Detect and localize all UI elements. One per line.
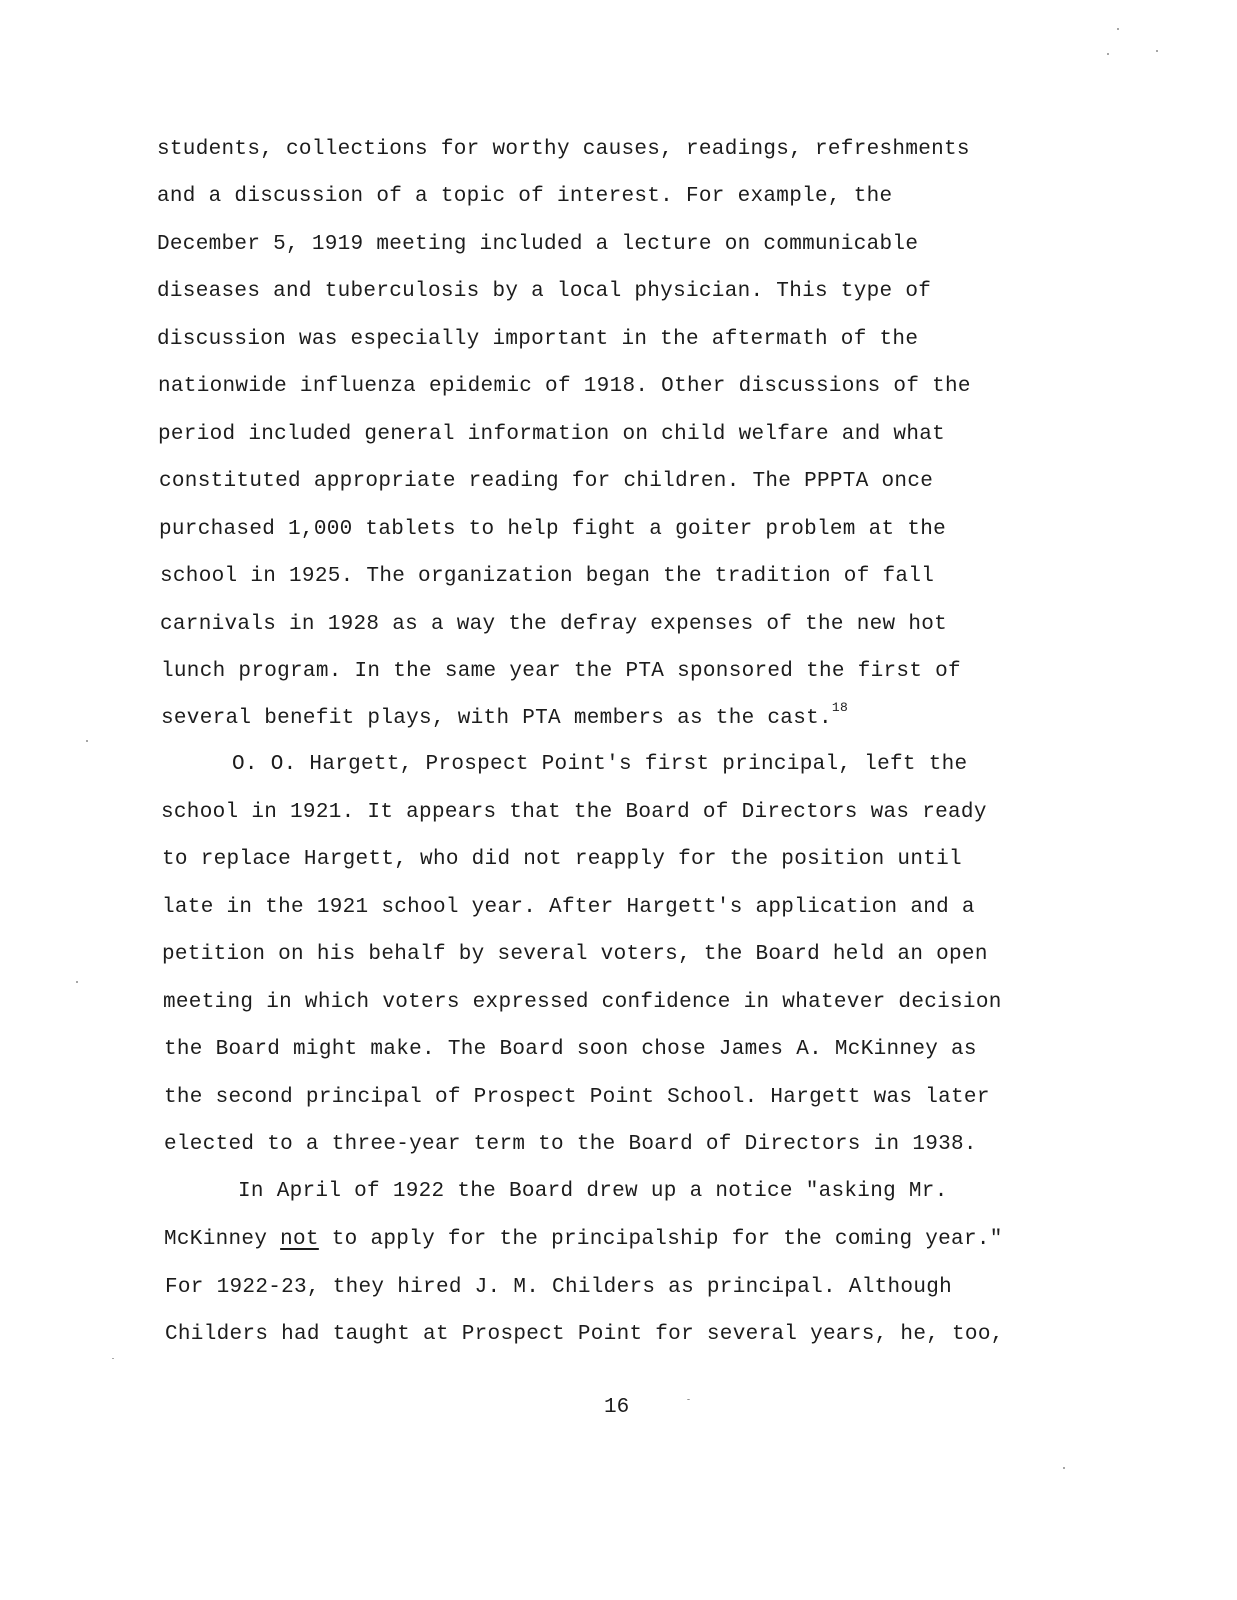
text-line-4: diseases and tuberculosis by a local physician. This type of [157, 280, 932, 303]
scan-speck [86, 740, 88, 742]
text-line-15: school in 1921. It appears that the Board of Directors was ready [161, 801, 987, 824]
text-line-20: the Board might make. The Board soon chose James A. McKinney as [164, 1038, 977, 1061]
scan-speck [687, 1399, 690, 1400]
text-line-19: meeting in which voters expressed confidence in whatever decision [163, 991, 1002, 1014]
underlined-not: not [280, 1228, 319, 1251]
text-line-22: elected to a three-year term to the Board of Directors in 1938. [164, 1133, 977, 1156]
text-line-26: Childers had taught at Prospect Point for several years, he, too, [165, 1323, 1004, 1346]
text-line-21: the second principal of Prospect Point School. Hargett was later [164, 1086, 990, 1109]
text-line-1: students, collections for worthy causes, readings, refreshments [157, 138, 970, 161]
text-line-18: petition on his behalf by several voters, the Board held an open [162, 943, 988, 966]
text-line-13-body: several benefit plays, with PTA members as the cast. [161, 707, 832, 730]
text-line-7: period included general information on child welfare and what [158, 423, 946, 446]
text-line-24-prefix: McKinney [164, 1228, 281, 1251]
scan-speck [1156, 50, 1158, 52]
text-line-10: school in 1925. The organization began the tradition of fall [160, 565, 935, 588]
text-line-23: In April of 1922 the Board drew up a notice "asking Mr. [238, 1180, 948, 1203]
text-line-11: carnivals in 1928 as a way the defray expenses of the new hot [160, 613, 948, 636]
text-line-3: December 5, 1919 meeting included a lecture on communicable [157, 233, 919, 256]
text-line-17: late in the 1921 school year. After Hargett's application and a [162, 896, 975, 919]
text-line-13 [161, 700, 849, 730]
scan-speck [1107, 53, 1109, 55]
text-line-14: O. O. Hargett, Prospect Point's first principal, left the [232, 753, 968, 776]
page-number: 16 [604, 1396, 630, 1419]
text-line-2: and a discussion of a topic of interest. For example, the [157, 185, 893, 208]
scan-speck [1117, 28, 1119, 30]
text-line-25: For 1922-23, they hired J. M. Childers as principal. Although [165, 1276, 953, 1299]
text-line-6: nationwide influenza epidemic of 1918. Other discussions of the [158, 375, 971, 398]
text-line-24-body: to apply for the principalship for the coming year." [331, 1228, 1003, 1251]
text-line-24 [164, 1228, 1003, 1251]
text-line-16: to replace Hargett, who did not reapply for the position until [162, 848, 962, 871]
text-line-12: lunch program. In the same year the PTA sponsored the first of [161, 660, 961, 683]
scan-speck [76, 981, 78, 983]
scan-speck [112, 1358, 114, 1359]
text-line-5: discussion was especially important in the aftermath of the [157, 328, 919, 351]
footnote-ref-18: 18 [831, 700, 849, 715]
scan-speck [1063, 1467, 1065, 1469]
text-line-9: purchased 1,000 tablets to help fight a goiter problem at the [159, 518, 947, 541]
text-line-8: constituted appropriate reading for children. The PPPTA once [159, 470, 934, 493]
